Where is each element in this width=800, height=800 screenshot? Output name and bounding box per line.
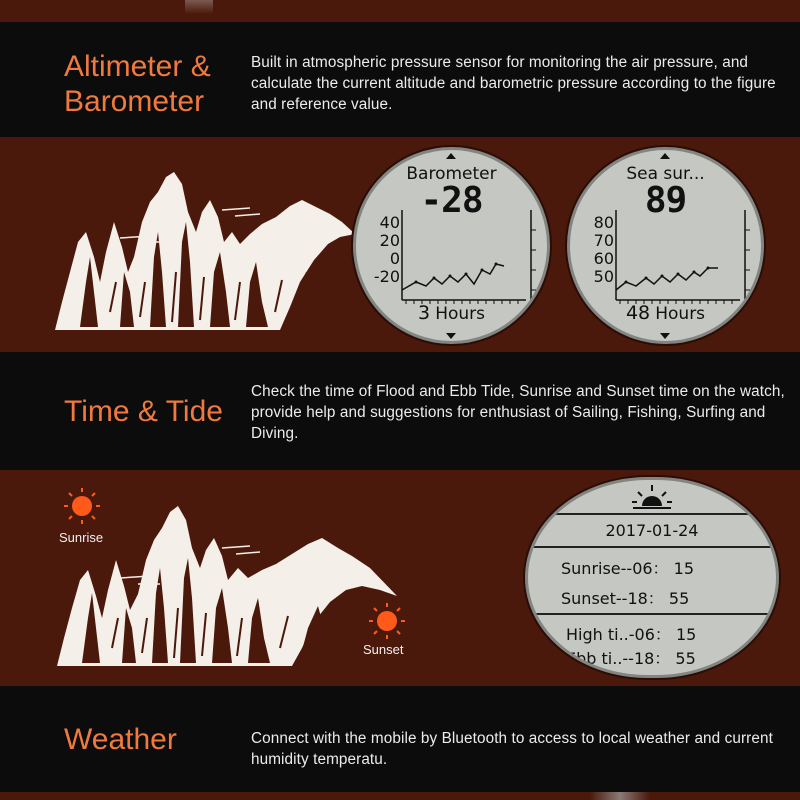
sea-hours-unit: Hours [655,304,706,324]
tide-date: 2017-01-24 [605,521,699,540]
y-tick: 70 [593,231,614,250]
sea-watch-title: Sea sur... [626,164,705,184]
weather-description: Connect with the mobile by Bluetooth to access to local weather and current humidity temperatu. [251,730,773,768]
y-tick: 80 [593,213,614,232]
top-brown-strip [0,0,800,22]
high-tide-time: High ti..-06： 15 [566,625,697,644]
altimeter-title-line2: Barometer [64,85,205,118]
down-arrow-icon [660,333,670,339]
sea-watch-value: 89 [644,180,687,221]
sea-hours-number: 48 [625,302,651,324]
weather-title: Weather [64,723,177,756]
barometer-watch-title: Barometer [406,164,497,184]
barometer-watch [353,147,550,344]
divider [528,513,776,515]
mountain-illustration [50,162,360,332]
altimeter-section [0,22,800,137]
sea-surface-watch [567,147,764,344]
barometer-band [0,137,800,352]
ebb-tide-time: Ebb ti..--18： 55 [566,649,696,668]
mountain-illustration-2 [52,498,402,668]
tide-title: Time & Tide [64,395,223,428]
sunset-icon [367,601,407,641]
barometer-hours [356,302,547,324]
barometer-watch-value: -28 [420,180,483,221]
barometer-y-axis [366,214,400,286]
sea-hours [570,302,761,324]
altimeter-title-line1: Altimeter & [64,50,211,83]
bottom-brown-strip [0,792,800,800]
top-strip-highlight [185,0,213,14]
tide-description: Check the time of Flood and Ebb Tide, Sunrise and Sunset time on the watch, provide help and suggestions for enthusiast of Sailing, Fishing, Surfing and Diving. [251,383,785,442]
altimeter-description: Built in atmospheric pressure sensor for monitoring the air pressure, and calculate the current altitude and barometric pressure according to the figure and reference value. [251,54,776,113]
divider [528,546,776,548]
y-tick: 20 [379,231,400,250]
sun-horizon-icon [629,482,675,512]
barometer-hours-unit: Hours [435,304,485,324]
altimeter-title [64,49,211,119]
divider [528,613,776,615]
bottom-strip-highlight [590,792,650,800]
tide-watch [525,477,779,678]
down-arrow-icon [446,333,456,339]
tide-section [0,352,800,470]
y-tick: 60 [593,249,614,268]
sunrise-label: Sunrise [59,530,104,545]
y-tick: -20 [373,267,400,286]
barometer-hours-number: 3 [418,302,431,324]
sunset-label: Sunset [363,642,404,657]
sea-y-axis [580,214,614,286]
y-tick: 0 [389,249,400,268]
sunset-time: Sunset--18： 55 [561,589,690,608]
weather-section [0,686,800,792]
y-tick: 50 [593,267,614,286]
y-tick: 40 [379,213,400,232]
sunrise-time: Sunrise--06： 15 [561,559,694,578]
